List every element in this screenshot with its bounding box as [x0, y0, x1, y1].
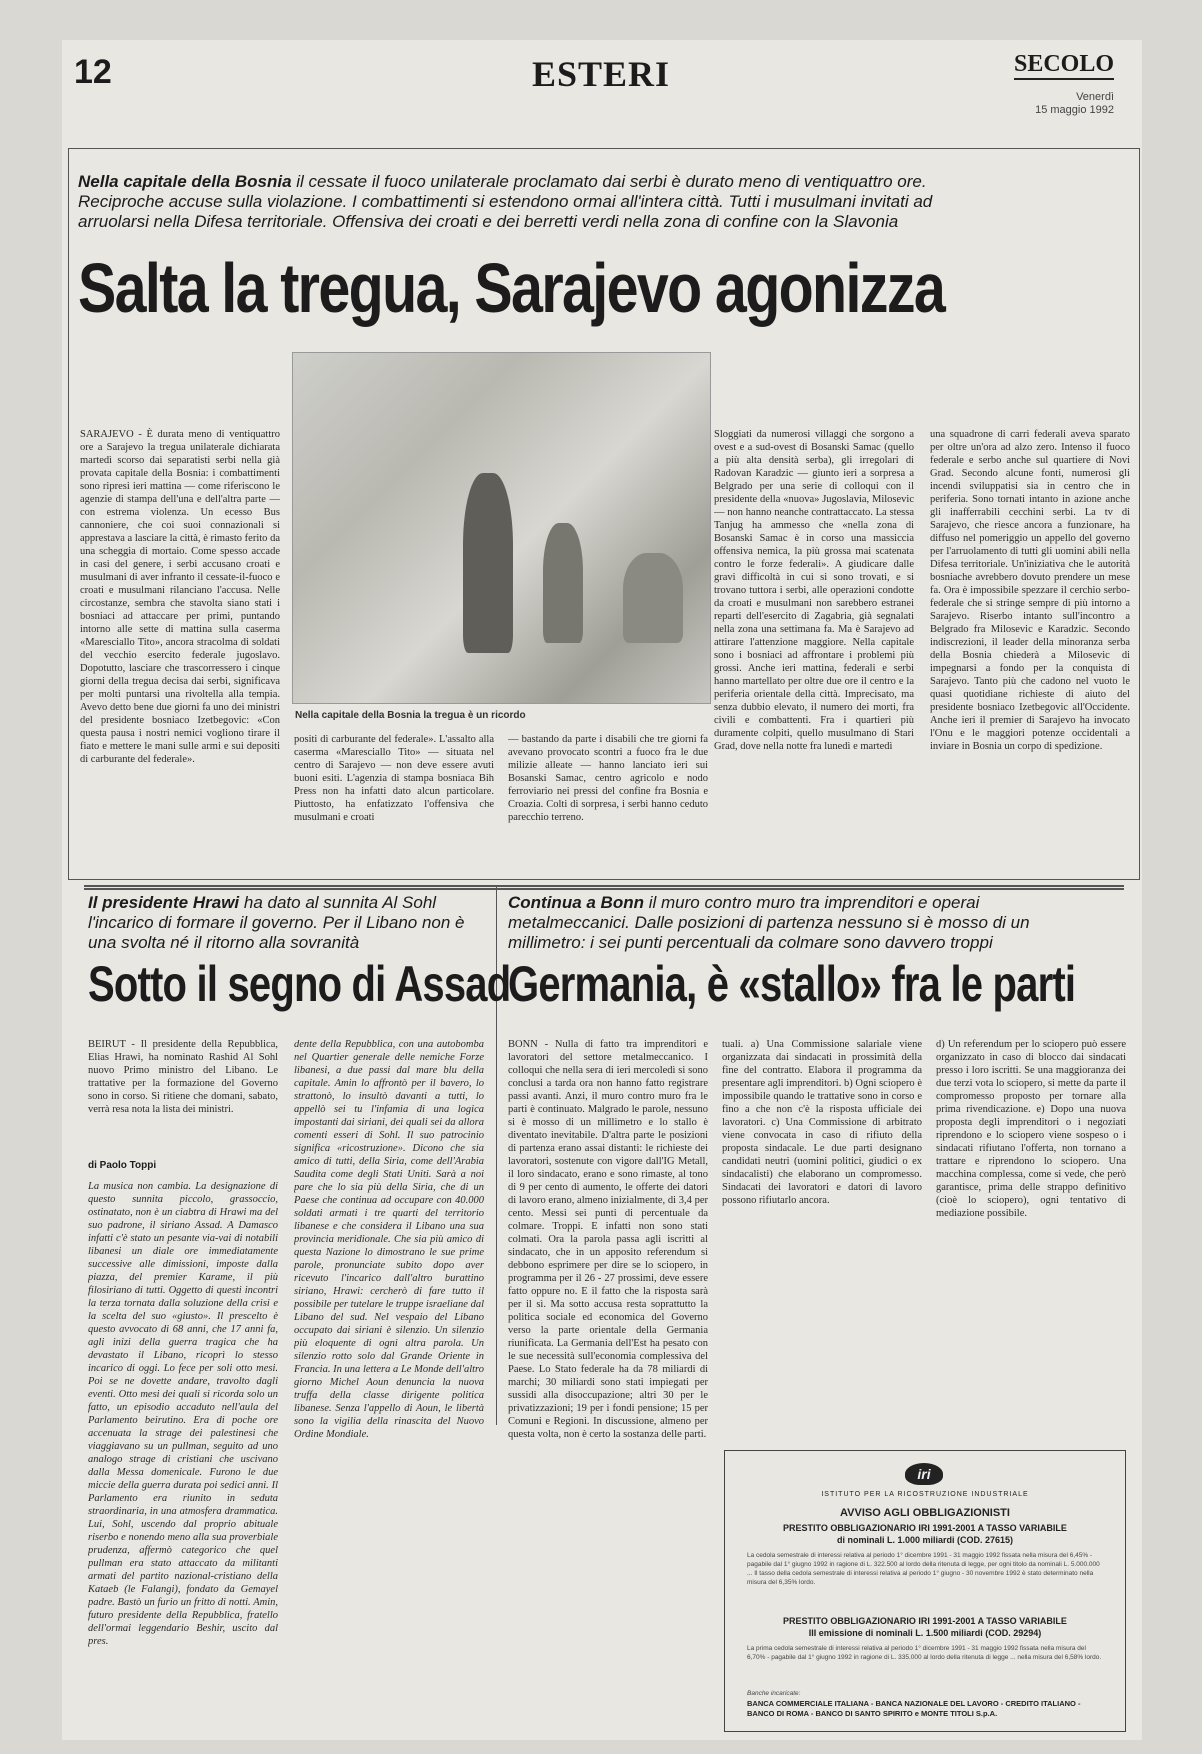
ad-loan2-subtitle: III emissione di nominali L. 1.500 miliardi (COD. 29294)	[808, 1628, 1042, 1638]
story2-byline: di Paolo Toppi	[88, 1160, 157, 1171]
story1-kicker	[78, 172, 978, 232]
issue-date	[1035, 91, 1114, 117]
story2-kicker-text: ha dato al sunnita Al Sohl l'incarico di formare il governo. Per il Libano non è una svolta né il ritorno alla sovranità	[88, 893, 465, 952]
page-number: 12	[74, 53, 112, 91]
story2-kicker-bold: Il presidente Hrawi	[88, 893, 240, 912]
story3-column-3: d) Un referendum per lo sciopero può essere organizzato in caso di blocco dai sindacati presso i loro iscritti. Se una maggioranza dei due terzi vota lo sciopero, si mette da parte il compromesso proposto per tornare alla prima rivendicazione. e) Dopo una nuova proposta degli imprenditori o i negoziati riprendono e lo sciopero viene sospeso o i sindacati rifiutano l'offerta, non tornano a trattare e riprendono lo sciopero. Una macchina complessa, come si vede, che però garantisce, prima delle strappo definitivo (cioè lo sciopero), ogni tentativo di mediazione possibile.	[936, 1039, 1126, 1219]
news-photo	[292, 352, 711, 704]
story3-kicker-bold: Continua a Bonn	[508, 893, 644, 912]
ad-loan1-text: La cedola semestrale di interessi relativa al periodo 1° dicembre 1991 - 31 maggio 1992 fissata nella misura del 6,45% - pagabile dal 1° giugno 1992 in ragione di L. 322.500 al lordo della ritenuta di legge, per ogni titolo da nominali L. 5.000.000 ... Il tasso della cedola semestrale di interessi relativa al periodo 1° giugno - 30 novembre 1992 è stato determinato nella misura del 6,35% lordo.	[747, 1552, 1100, 1586]
story2-kicker	[88, 893, 488, 953]
ad-banks-label: Banche incaricate:	[747, 1690, 801, 1697]
story1-kicker-bold: Nella capitale della Bosnia	[78, 172, 292, 191]
masthead	[62, 45, 1122, 117]
photo-figure	[543, 523, 583, 643]
story2-headline: Sotto il segno di Assad	[88, 956, 511, 1012]
ad-loan1-subtitle: di nominali L. 1.000 miliardi (COD. 27615)	[836, 1535, 1014, 1545]
story3-kicker-text: il muro contro muro tra imprenditori e operai metalmeccanici. Dalle posizioni di partenza nessuno si è mosso di un millimetro: i sei punti percentuali da colmare sono davvero troppi	[508, 893, 1030, 952]
newspaper-name: SECOLO	[1014, 51, 1114, 80]
photo-caption: Nella capitale della Bosnia la tregua è un ricordo	[295, 710, 526, 721]
story3-headline: Germania, è «stallo» fra le parti	[508, 956, 1076, 1012]
ad-loan1-title: PRESTITO OBBLIGAZIONARIO IRI 1991-2001 A TASSO VARIABILE	[783, 1523, 1067, 1533]
iri-advertisement	[724, 1450, 1126, 1732]
story3-kicker	[508, 893, 1068, 953]
issue-day: 15 maggio 1992	[1035, 104, 1114, 117]
iri-logo: iri	[905, 1463, 943, 1485]
ad-loan2-text: La prima cedola semestrale di interessi relativa al periodo 1° dicembre 1991 - 31 maggio 1992 fissata nella misura del 6,70% - pagabile dal 1° giugno 1992 in ragione di L. 335.000 al lordo della ritenuta di legge ... nella misura del 6,58% lordo.	[747, 1645, 1102, 1661]
story2-column-1: La musica non cambia. La designazione di questo sunnita piccolo, grassoccio, ostinatato, non è un ciabtra di Hrawi ma del suo padrone, il siriano Assad. A Damasco infatti c'è stato un pesante via-vai di notabili libanesi un diale ore immediatamente successive alle dimissioni, imposte dalla piazza, del premier Karame, il più filosiriano di tutti. Oggetto di questi incontri la terza tornata dalla soluzione della crisi e la scelta del suo «giusto». Il prescelto è questo avvocato di 68 anni, che 17 anni fa, agli inizi della guerra tragica che ha devastato il Libano, ricoprì lo stesso incarico di oggi. Lo fece per soli otto mesi. Poi se ne dovette andare, travolto dagli eventi. Otto mesi dei quali si ricorda solo un fatto, un episodio accaduto nell'aula del Parlamento beirutino. Era di poche ore accenuata la strage dei palestinesi che viaggiavano su un pullman, seguito ad uno analogo strage di cristiani che uscivano dalla Messa domenicale. Furono le due miccie della guerra durata poi sedici anni. Il Parlamento era riunito in seduta straordinaria, in una atmosfera drammatica. Lui, Sohl, uscendo dal proprio abituale riserbo e nonendo meno alla sua proverbiale prudenza, affermò categorico che quel pullman era stato attaccato da militanti armati del partito nazional-cristiano della Kataeb (le Falangi), fondato da Gemayel padre. Bastò un furio un fritto di notti. Amin, futuro presidente della Repubblica, fratello dell'ormai leggendario Beshir, uscito dal pres.	[88, 1181, 278, 1647]
story1-kicker-text: il cessate il fuoco unilaterale proclamato dai serbi è durato meno di ventiquattro ore. Reciproche accuse sulla violazione. I combattimenti si estendono ormai all'intera città. Tutti i musulmani invitati ad arruolarsi nella Difesa territoriale. Offensiva dei croati e dei berretti verdi nella zona di confine con la Slavonia	[78, 172, 933, 231]
story3-column-2: tuali. a) Una Commissione salariale viene organizzata dai sindacati in prossimità della fine del contratto. Elabora il programma da presentare agli imprenditori. b) Ogni sciopero è impossibile quando le trattative sono in corso e fino a che non c'è la risposta ufficiale dei lavoratori. c) Una Commissione di arbitrato viene convocata in caso di rifiuto della proposta sindacale. Le due parti designano candidati neutri (uomini politici, giudici o ex sindacalisti) che elaborano un compromesso. Sindacati dei lavoratori e datori di lavoro possono rifiutarlo ancora.	[722, 1039, 922, 1206]
story1-column-5: una squadrone di carri federali aveva sparato per oltre un'ora ad alzo zero. Intenso il fuoco federale e serbo anche sul quartiere di Novi Grad. Secondo alcune fonti, numerosi gli incendi sviluppatisi sia in centro che in periferia. Sono tornati intanto in azione anche gli inafferrabili cecchini serbi. La tv di Sarajevo, che riesce ancora a funzionare, ha diffuso nel pomeriggio un appello del governo per l'arruolamento di tutti gli uomini abili nella Difesa territoriale. Un'iniziativa che le autorità bosniache avrebbero dovuto prendere un mese fa. Ora è impossibile spezzare il cerchio serbo-federale che si stringe sempre di più intorno a Sarajevo. Riserbo intanto sull'incontro a Belgrado fra Milosevic e Karadzic. Secondo indiscrezioni, il leader della minoranza serba della Bosnia chiederà a Milosevic di impegnarsi a fondo per la conquista di Sarajevo. Tanto più che cadono nel vuoto le quasi quotidiane richieste di aiuto del presidente bosniaco Izetbegovic all'Occidente. Anche ieri il premier di Sarajevo ha invocato l'Onu e le maggiori potenze occidentali a inviare in Bosnia un corpo di spedizione.	[930, 429, 1130, 752]
section-title: ESTERI	[532, 54, 671, 94]
story1-column-1: SARAJEVO - È durata meno di ventiquattro ore a Sarajevo la tregua unilaterale dichiarata martedì scorso dai separatisti serbi nella già provata capitale della Bosnia: i combattimenti sono ripresi ieri mattina — come riferiscono le agenzie di stampa dell'una e dell'altra parte — con estrema violenza. Un ecesso Bus cannoniere, che coi suoi connazionali si apprestava a lasciare la città, è rimasto ferito da una scheggia di mortaio. Come spesso accade in casi del genere, i serbi accusano croati e musulmani di aver infranto il cessate-il-fuoco e croati e musulmani rilanciano l'accusa. Nelle circostanze, sembra che stavolta siano stati i bosniaci ad attaccare per primi, puntando intorno alle sette di mattina sulla caserma «Maresciallo Tito», ancora stracolma di soldati del vecchio esercito federale jugoslavo. Dopotutto, lasciare che trascorressero i cinque giorni della tregua decisa dai serbi, significava per molti puntarsi una rivoltella alla tempia. Avevo detto bene due giorni fa uno dei ministri del presidente bosniaco Izetbegovic: «Con questa pausa i nostri nemici vogliono tirare il fiato e mettere le mani sulle armi e sui depositi di carburante del federale».	[80, 429, 280, 765]
story1-headline: Salta la tregua, Sarajevo agonizza	[78, 249, 945, 327]
issue-weekday: Venerdì	[1076, 91, 1114, 103]
story2-column-2: dente della Repubblica, con una autobomba nel Quartier generale delle nemiche Forze libanesi, a due passi dal mare blu della capitale. Amin lo affrontò per il bavero, lo strattonò, lo insultò davanti a tutti, lo appellò sei tu l'infamia di una logica impostanti dai siriani, dei quali sei da allora comenti esseri di Sohl. Il suo patrocinio significa «ricostruzione». Dicono che sia amico di tutti, della Siria, come dell'Arabia Saudita come degli Stati Uniti. Sarà a noi pare che lo sia più della Siria, che di un Paese che continua ad occupare con 40.000 soldati armati i tre quarti del territorio libanese e che considera il Libano una sua provincia meridionale. Che sia più amico di questa Nazione lo dimostrano le sue prime parole, pronunciate subito dopo aver ricevuto l'incarico dall'altro burattino siriano, Hrawi: cercherò di fare tutto il possibile per tutelare le truppe israeliane dal Libano del sud. Nel vespaio del Libano occupato dai siriani è silenzio. Un silenzio più eloquente di ogni altra parola. Un silenzio rotto solo dal Grande Oriente in Francia. In una lettera a Le Monde dell'altro giorno Michel Aoun denuncia la nuova truffa della classe dirigente politica libanese. Senza l'appello di Aoun, le libertà sono la vigilia della rinascita del Nuovo Ordine Mondiale.	[294, 1039, 484, 1440]
story3-column-1: BONN - Nulla di fatto tra imprenditori e lavoratori del settore metalmeccanico. I colloqui che nella sera di ieri mercoledì si sono conclusi a tarda ora non hanno fatto registrare passi avanti. Anzi, il muro contro muro fra le parti è continuato. Malgrado le parole, nessuno si è mosso di un millimetro e lo stallo è diventato inevitabile. D'altra parte le posizioni di partenza erano assai distanti: le richieste dei lavoratori, sostenute con vigore dall'IG Metall, il loro sindacato, erano e sono rimaste, al tono di 9 per cento di aumento, le offerte dei datori di lavoro erano, almeno inizialmente, di 3,4 per cento. Messi sei punti di percentuale da colmare. Troppi. E infatti non sono stati colmati. Ora la parola passa agli iscritti al sindacato, che in un apposito referendum si debbono esprimere per dire se lo sciopero, in programma per il 26 - 27 prossimi, deve essere fatto oppure no. E il fatto che la risposta sarà per il sì. Ma sotto accusa resta soprattutto la politica sociale ed economica del Governo verso la parte orientale della Germania riunificata. La Germania dell'Est ha pesato con le sue necessità sull'economia complessiva del Paese. Lo Stato federale ha da 78 miliardi di marchi; 30 miliardi sono stati impiegati per sussidi alla disoccupazione; altri 30 per le privatizzazioni; 19 per i fondi pensione; 15 per Comuni e Regioni. In discussione, almeno per questa volta, non è certo la sostanza delle parti.	[508, 1039, 708, 1440]
photo-figure	[463, 473, 513, 653]
photo-figure	[623, 553, 683, 643]
story1-column-4: Sloggiati da numerosi villaggi che sorgono a ovest e a sud-ovest di Bosanski Samac (quello a più alta densità serba), gli irregolari di Radovan Karadzic — giunto ieri a sorpresa a Belgrado per una serie di colloqui con il presidente della «nuova» Jugoslavia, Milosevic — non hanno neanche contrattaccato. La stessa Tanjug ha ammesso che «nella zona di Bosanski Samac è in corso una massiccia offensiva nemica, la più grossa mai scatenata contro le forze federali». A giudicare dalle gravi difficoltà in cui si sono trovati, e si trovano tuttora i serbi, alle operazioni condotte da croati e musulmani non sarebbero estranei reparti dell'esercito di Zagabria, già segnalati nella zona una settimana fa. Ma è Sarajevo ad attirare l'attenzione maggiore. Nella capitale sono i bosniaci ad affrontare i problemi più grossi. Anche ieri mattina, federali e serbi hanno martellato per oltre due ore il centro e la periferia orientale della città. Imprecisato, ma senza dubbio elevato, il numero dei morti, fra civili e combattenti. Fra i quartieri più duramente colpiti, quello musulmano di Stari Grad, dove nella notte fra lunedì e martedì	[714, 429, 914, 752]
section-divider	[84, 885, 1124, 890]
ad-banks: BANCA COMMERCIALE ITALIANA - BANCA NAZIONALE DEL LAVORO - CREDITO ITALIANO - BANCO DI ROMA - BANCO DI SANTO SPIRITO e MONTE TITOLI S.p.A.	[747, 1699, 1081, 1718]
ad-title: AVVISO AGLI OBBLIGAZIONISTI	[840, 1507, 1010, 1519]
story2-lead: BEIRUT - Il presidente della Repubblica, Elias Hrawi, ha nominato Rashid Al Sohl nuovo Primo ministro del Libano. Le trattative per la formazione del Governo sono in corso. Si ritiene che domani, sabato, verrà resa nota la lista dei ministri.	[88, 1039, 278, 1115]
story1-column-2: positi di carburante del federale». L'assalto alla caserma «Maresciallo Tito» — situata nel centro di Sarajevo — non deve essere avuti buoni esiti. L'agenzia di stampa bosniaca Bih Press non ha infatti dato alcun particolare. Piuttosto, ha enfatizzato l'offensiva che musulmani e croati	[294, 734, 494, 823]
story1-column-3: — bastando da parte i disabili che tre giorni fa avevano provocato scontri a fuoco fra le due milizie alleate — hanno lanciato ieri sui Bosanski Samac, centro agricolo e nodo ferroviario nei pressi del confine fra Bosnia e Croazia. Colti di sorpresa, i serbi hanno ceduto parecchio terreno.	[508, 734, 708, 823]
ad-organization: ISTITUTO PER LA RICOSTRUZIONE INDUSTRIALE	[821, 1491, 1029, 1498]
ad-loan2-title: PRESTITO OBBLIGAZIONARIO IRI 1991-2001 A TASSO VARIABILE	[783, 1616, 1067, 1626]
